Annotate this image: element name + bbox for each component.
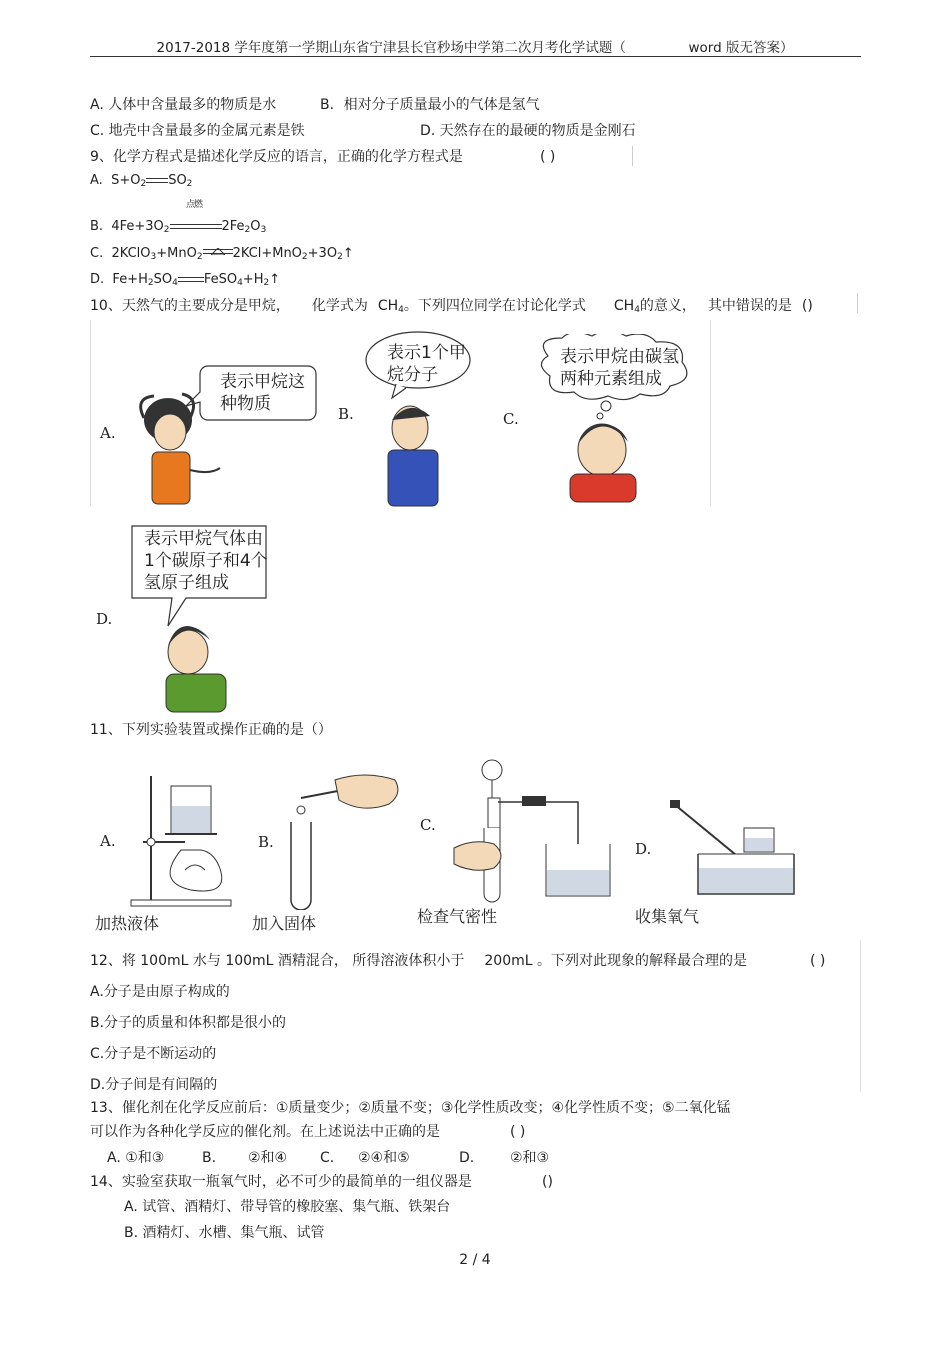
- q10-stem: 10、天然气的主要成分是甲烷， 化学式为 $CH_4$。下列四位同学在讨论化学式 $CH_4$的意义， 其中错误的是 (): [90, 298, 813, 315]
- q8-option-c: C. 地壳中含量最多的金属元素是铁: [90, 123, 305, 139]
- q9-d-label: D.: [90, 272, 105, 287]
- q9-b-right: 2Fe: [221, 219, 245, 234]
- q13-paren: ( ): [510, 1124, 526, 1140]
- q10-bubble-c: [560, 346, 679, 390]
- q9-paren: ( ): [540, 149, 556, 165]
- q9-c-left: 2KClO: [111, 246, 151, 261]
- q14-paren: (): [542, 1174, 553, 1190]
- q9-option-a: A. $S+O_2$ $SO_2$: [90, 173, 193, 189]
- q9-d-mid: SO: [153, 272, 173, 287]
- q12-option-a: A.分子是由原子构成的: [90, 984, 230, 1000]
- triangle-icon: [211, 243, 225, 250]
- q8-option-d: D. 天然存在的最硬的物质是金刚石: [420, 123, 636, 139]
- q9-d-tail: +H: [242, 272, 264, 287]
- q9-option-b: B. $4Fe+3O_2$ $2Fe_2O_3$: [90, 219, 267, 235]
- q10-label-c: C.: [503, 410, 519, 428]
- q14-stem: 14、实验室获取一瓶氧气时，必不可少的最简单的一组仪器是: [90, 1174, 472, 1190]
- q9-stem: 9、化学方程式是描述化学反应的语言，正确的化学方程式是: [90, 149, 463, 165]
- q13-option-a: A. ①和③: [107, 1150, 165, 1166]
- q10-label-d: D.: [96, 610, 113, 628]
- q12-option-c: C.分子是不断运动的: [90, 1046, 217, 1062]
- q10-bubble-c-line1: 表示甲烷由碳氢: [560, 347, 679, 367]
- q10-bubble-d: [144, 528, 268, 594]
- q11-caption-b: 加入固体: [252, 914, 317, 933]
- q11-figure-a: [125, 770, 235, 910]
- q9-option-d: D. $Fe+H_2SO_4$ $FeSO_4+H_2↑$: [90, 272, 281, 288]
- q11-figure-d: [668, 798, 798, 902]
- q10-stem-3: CH: [377, 298, 399, 314]
- q10-bubble-c-line2: 两种元素组成: [560, 369, 662, 389]
- q9-a-label: A.: [90, 173, 103, 188]
- q14-option-a: A. 试管、酒精灯、带导管的橡胶塞、集气瓶、铁架台: [124, 1199, 451, 1215]
- header-suffix: word 版无答案）: [688, 40, 794, 56]
- q13-option-b-text: ②和④: [248, 1150, 288, 1166]
- q10-panel-border-left: [90, 320, 91, 506]
- q13-option-c-label: C.: [320, 1150, 335, 1166]
- q9-b-label: B.: [90, 219, 104, 234]
- q9-c-mid: +MnO: [156, 246, 197, 261]
- q10-label-a: A.: [100, 424, 116, 442]
- q9-d-equals: [178, 275, 204, 285]
- q10-panel-border-right: [710, 320, 711, 506]
- q9-a-equals: [146, 176, 168, 186]
- q8-option-a: A. 人体中含量最多的物质是水: [90, 97, 277, 113]
- q10-bubble-d-line3: 氢原子组成: [144, 573, 229, 593]
- q9-c-right: 2KCl+MnO: [232, 246, 302, 261]
- q13-option-c-text: ②④和⑤: [358, 1150, 410, 1166]
- header-title: 2017-2018 学年度第一学期山东省宁津县长官秒场中学第二次月考化学试题（: [156, 40, 626, 56]
- q9-d-left: Fe+H: [112, 272, 148, 287]
- q12-paren: ( ): [810, 953, 826, 969]
- q9-c-arrow: ↑: [342, 246, 354, 261]
- page-number: 2 / 4: [459, 1252, 491, 1268]
- q11-figure-b: [285, 770, 405, 910]
- q9-b-left: 4Fe+3O: [111, 219, 164, 234]
- q10-stem-4: 。下列四位同学在讨论化学式: [403, 298, 586, 314]
- q11-label-c: C.: [420, 816, 436, 834]
- q9-c-label: C.: [90, 246, 104, 261]
- q10-stem-7: 其中错误的是: [707, 298, 792, 314]
- q9-margin-mark: [632, 146, 633, 166]
- q10-bubble-b-line1: 表示1个甲: [387, 343, 466, 363]
- q9-c-tail: +3O: [307, 246, 338, 261]
- q11-label-a: A.: [100, 832, 116, 850]
- q12-option-d: D.分子间是有间隔的: [90, 1077, 218, 1093]
- q11-label-b: B.: [258, 833, 274, 851]
- q10-stem-2: 化学式为: [311, 298, 368, 314]
- q9-d-right: FeSO: [203, 272, 238, 287]
- page-header: [90, 36, 860, 56]
- q11-caption-a: 加热液体: [95, 914, 160, 933]
- header-rule: [90, 56, 861, 57]
- q10-bubble-b: [387, 342, 466, 386]
- q12-stem-2: 200mL 。下列对此现象的解释最合理的是: [484, 953, 747, 969]
- q10-label-b: B.: [338, 405, 354, 423]
- q9-option-c: C. 2KClO$_3$+MnO$_2$ $2KCl+MnO_2+3O_2↑$: [90, 246, 354, 262]
- q12-stem-1: 12、将 100mL 水与 100mL 酒精混合， 所得溶液体积小于: [90, 953, 465, 969]
- q10-stem-5: CH: [613, 298, 635, 314]
- q11-stem: 11、下列实验装置或操作正确的是（）: [90, 722, 332, 738]
- q10-bubble-a-line1: 表示甲烷这: [220, 372, 305, 392]
- q11-caption-c: 检查气密性: [417, 907, 498, 926]
- q12-option-b: B.分子的质量和体积都是很小的: [90, 1015, 287, 1031]
- q12-stem: [90, 952, 747, 970]
- q10-bubble-a-line2: 种物质: [220, 394, 271, 414]
- q10-stem-8: (): [801, 298, 813, 314]
- q8-option-b: B．相对分子质量最小的气体是氢气: [320, 97, 540, 113]
- q11-caption-d: 收集氧气: [635, 907, 700, 926]
- q11-figure-c: [452, 752, 622, 904]
- q10-stem-6: 的意义，: [639, 298, 696, 314]
- q10-stem-1: 10、天然气的主要成分是甲烷，: [90, 298, 290, 314]
- q13-line-2: 可以作为各种化学反应的催化剂。在上述说法中正确的是: [90, 1124, 440, 1140]
- q10-margin-mark: [857, 293, 858, 313]
- q11-label-d: D.: [635, 840, 652, 858]
- q9-b-equals: [170, 222, 222, 232]
- q14-option-b: B. 酒精灯、水槽、集气瓶、试管: [124, 1225, 325, 1241]
- q13-option-b-label: B.: [202, 1150, 217, 1166]
- q10-bubble-a: [220, 371, 305, 415]
- q13-line-1: 13、催化剂在化学反应前后：①质量变少；②质量不变；③化学性质改变；④化学性质不变；⑤二氧化锰: [90, 1100, 731, 1116]
- q9-a-left: S+O: [111, 173, 141, 188]
- q9-d-arrow: ↑: [269, 272, 281, 287]
- q13-option-d-label: D.: [459, 1150, 475, 1166]
- q9-b-condition: 点燃: [186, 200, 203, 210]
- q10-bubble-d-line2: 1个碳原子和4个: [144, 551, 268, 571]
- q10-bubble-b-line2: 烷分子: [387, 365, 438, 385]
- q13-option-d-text: ②和③: [510, 1150, 550, 1166]
- q10-bubble-d-line1: 表示甲烷气体由: [144, 529, 263, 549]
- q9-a-right: SO: [168, 173, 187, 188]
- q12-margin-mark: [860, 940, 861, 1092]
